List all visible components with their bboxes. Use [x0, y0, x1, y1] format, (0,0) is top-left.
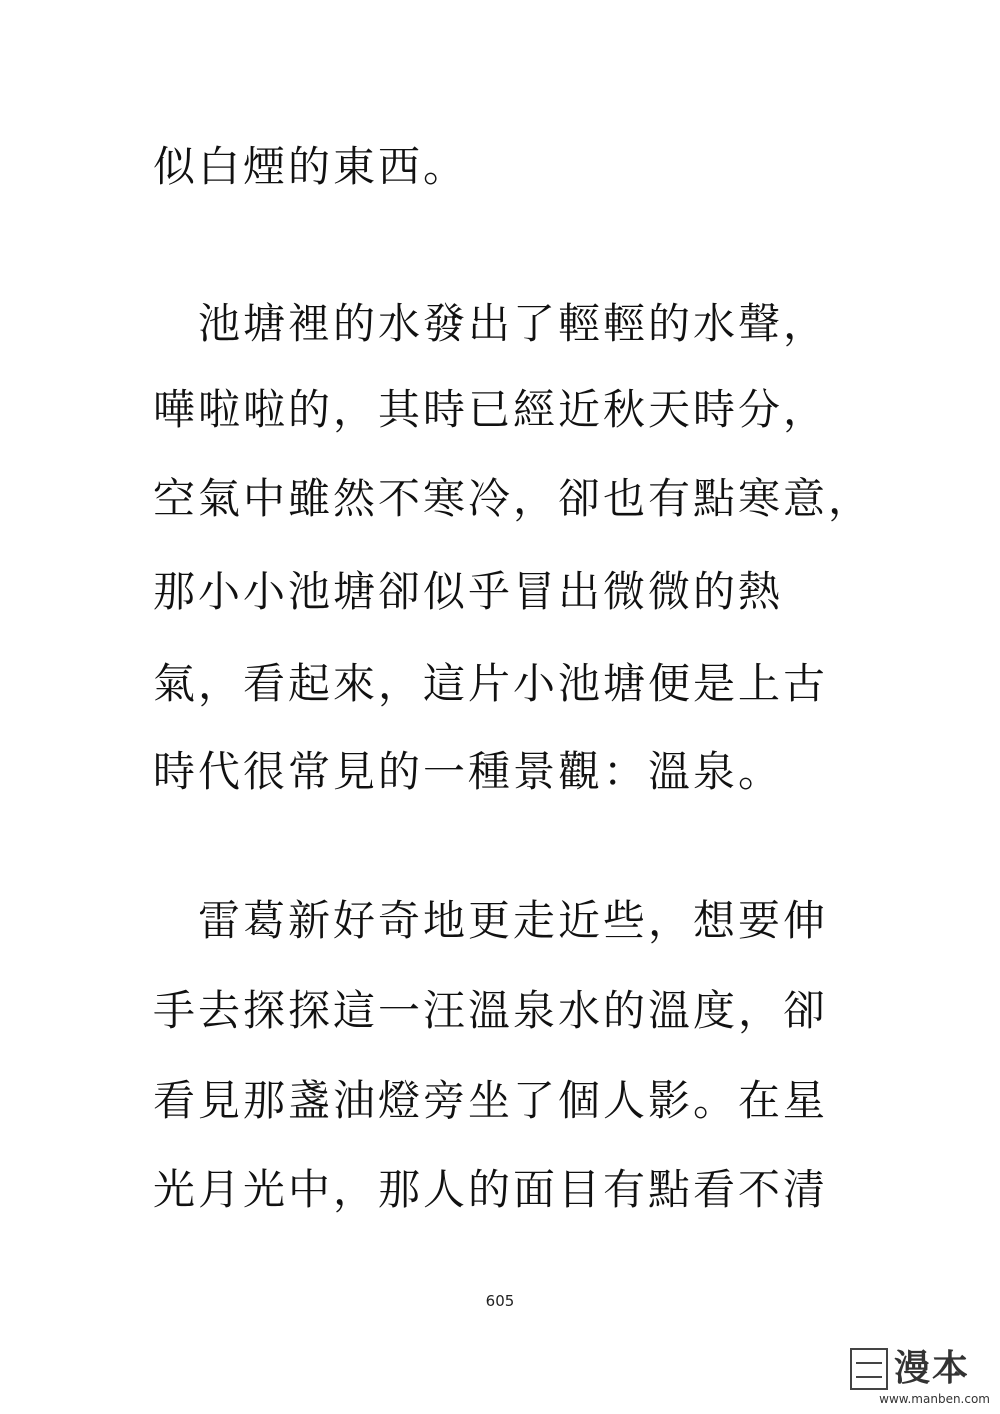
- text-line: 時代很常見的一種景觀：溫泉。: [153, 747, 784, 796]
- text-line: 光月光中，那人的面目有點看不清: [153, 1165, 829, 1214]
- text-line: 似白煙的東西。: [153, 142, 469, 191]
- watermark-url: www.manben.com: [879, 1392, 990, 1406]
- text-line: 雷葛新好奇地更走近些，想要伸: [153, 896, 829, 945]
- page-number: 605: [485, 1292, 515, 1310]
- text-line: 手去探探這一汪溫泉水的溫度，卻: [153, 986, 829, 1035]
- text-line: 那小小池塘卻似乎冒出微微的熱: [153, 567, 784, 616]
- text-line: 嘩啦啦的，其時已經近秋天時分，: [153, 385, 829, 434]
- text-line: 氣，看起來，這片小池塘便是上古: [153, 659, 829, 708]
- text-line: 空氣中雖然不寒冷，卻也有點寒意，: [153, 474, 874, 523]
- watermark-title: 漫本: [894, 1348, 971, 1389]
- text-line: 池塘裡的水發出了輕輕的水聲，: [153, 299, 829, 348]
- manben-logo-icon: [850, 1348, 888, 1390]
- site-watermark: [850, 1348, 990, 1406]
- text-line: 看見那盞油燈旁坐了個人影。在星: [153, 1076, 829, 1125]
